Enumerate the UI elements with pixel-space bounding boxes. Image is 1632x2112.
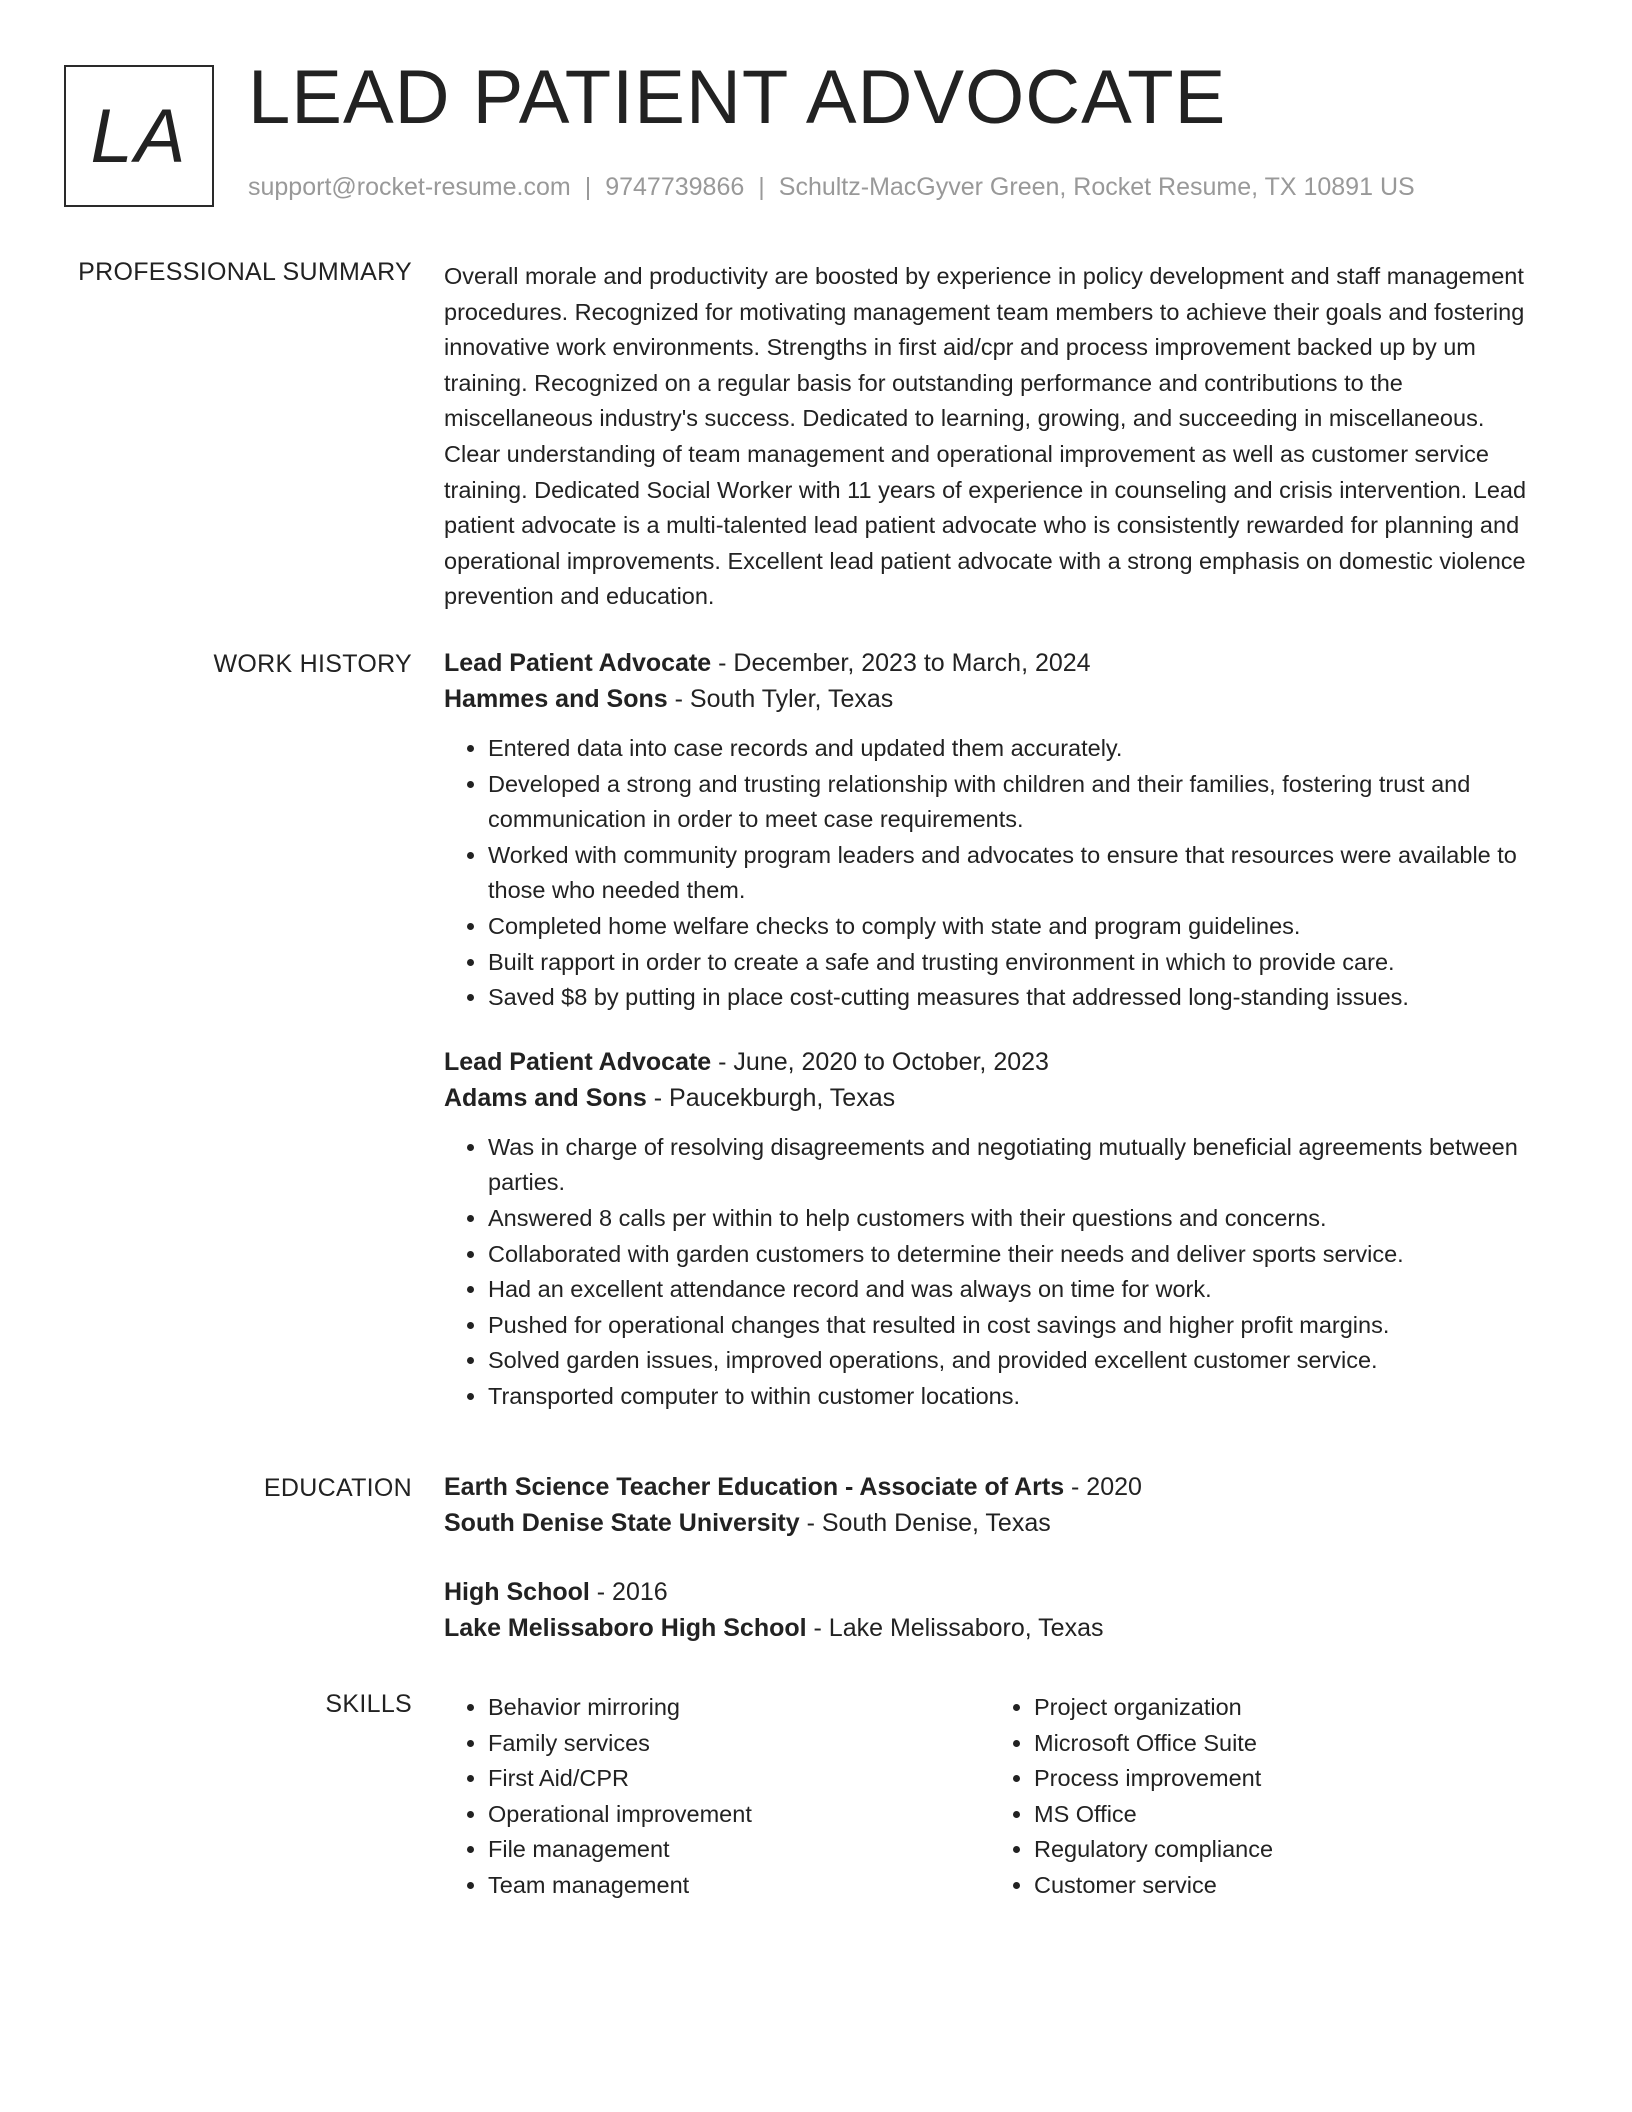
skill-item: • Customer service — [1034, 1868, 1530, 1904]
duty-item: • Answered 8 calls per within to help customers with their questions and concerns. — [488, 1201, 1544, 1237]
job-dates: - December, 2023 to March, 2024 — [711, 649, 1091, 677]
job-duties — [444, 1130, 1544, 1415]
job-title: Lead Patient Advocate — [444, 649, 712, 677]
duty-item: • Transported computer to within customer locations. — [488, 1379, 1544, 1415]
graduation-year: - 2020 — [1064, 1473, 1142, 1501]
school-name: South Denise State University — [444, 1509, 800, 1537]
school-location: - Lake Melissaboro, Texas — [806, 1614, 1104, 1642]
skills-column-right — [990, 1690, 1530, 1904]
contact-line — [248, 173, 1415, 202]
employer-location: - South Tyler, Texas — [667, 685, 894, 713]
job-entry — [444, 645, 1544, 1016]
section-label-work-history: WORK HISTORY — [213, 650, 412, 678]
skill-item: • Family services — [488, 1726, 984, 1762]
job-heading — [444, 645, 1544, 681]
job-employer — [444, 681, 1544, 717]
education-entry — [444, 1469, 1544, 1541]
duty-item: • Collaborated with garden customers to determine their needs and deliver sports service. — [488, 1237, 1544, 1273]
skill-item: • File management — [488, 1832, 984, 1868]
contact-address: Schultz-MacGyver Green, Rocket Resume, TX 10891 US — [778, 173, 1415, 201]
skill-item: • Operational improvement — [488, 1797, 984, 1833]
duty-item: • Saved $8 by putting in place cost-cutting measures that addressed long-standing issues. — [488, 980, 1544, 1016]
skills-list — [990, 1690, 1530, 1904]
section-label-summary: PROFESSIONAL SUMMARY — [78, 258, 412, 286]
duty-item: • Was in charge of resolving disagreements and negotiating mutually beneficial agreements between parties. — [488, 1130, 1544, 1201]
contact-separator: | — [758, 173, 765, 201]
degree-name: High School — [444, 1578, 590, 1606]
duty-item: • Developed a strong and trusting relationship with children and their families, fostering trust and communication in order to meet case requirements. — [488, 767, 1544, 838]
job-entry — [444, 1044, 1544, 1415]
skill-item: • Behavior mirroring — [488, 1690, 984, 1726]
skill-item: • First Aid/CPR — [488, 1761, 984, 1797]
contact-phone: 9747739866 — [605, 173, 745, 201]
skill-item: • Process improvement — [1034, 1761, 1530, 1797]
resume-title: LEAD PATIENT ADVOCATE — [248, 55, 1227, 140]
employer-location: - Paucekburgh, Texas — [646, 1083, 896, 1112]
skill-item: • Regulatory compliance — [1034, 1832, 1530, 1868]
education-body — [444, 1469, 1544, 1646]
duty-item: • Built rapport in order to create a safe and trusting environment in which to provide care. — [488, 945, 1544, 981]
job-title: Lead Patient Advocate — [444, 1047, 712, 1076]
job-heading — [444, 1044, 1544, 1080]
education-heading — [444, 1574, 1544, 1610]
section-label-skills: SKILLS — [325, 1690, 412, 1718]
skill-item: • Project organization — [1034, 1690, 1530, 1726]
skills-column-left — [444, 1690, 984, 1904]
employer-name: Hammes and Sons — [444, 685, 668, 713]
skill-item: • Microsoft Office Suite — [1034, 1726, 1530, 1762]
school-location: - South Denise, Texas — [799, 1509, 1051, 1537]
education-heading — [444, 1469, 1544, 1505]
skill-item: • Team management — [488, 1868, 984, 1904]
job-dates: - June, 2020 to October, 2023 — [711, 1047, 1049, 1076]
contact-email: support@rocket-resume.com — [248, 173, 571, 201]
duty-item: • Solved garden issues, improved operations, and provided excellent customer service. — [488, 1343, 1544, 1379]
section-label-education: EDUCATION — [263, 1474, 412, 1502]
job-duties — [444, 731, 1544, 1016]
education-entry — [444, 1574, 1544, 1646]
skills-list — [444, 1690, 984, 1904]
employer-name: Adams and Sons — [444, 1083, 647, 1112]
contact-separator: | — [584, 173, 592, 201]
duty-item: • Completed home welfare checks to comply with state and program guidelines. — [488, 909, 1544, 945]
school-line — [444, 1505, 1544, 1541]
duty-item: • Worked with community program leaders and advocates to ensure that resources were available to those who needed them. — [488, 838, 1544, 909]
duty-item: • Pushed for operational changes that resulted in cost savings and higher profit margins. — [488, 1308, 1544, 1344]
school-name: Lake Melissaboro High School — [444, 1614, 807, 1642]
monogram-badge: LA — [64, 65, 214, 207]
school-line — [444, 1610, 1544, 1646]
graduation-year: - 2016 — [589, 1578, 668, 1606]
skill-item: • MS Office — [1034, 1797, 1530, 1833]
degree-name: Earth Science Teacher Education - Associate of Arts — [444, 1473, 1065, 1501]
work-history-body — [444, 645, 1544, 1415]
summary-text: Overall morale and productivity are boosted by experience in policy development and staff management procedures. Recognized for motivating management team members to achieve their goals and fostering innovative work environments. Strengths in first aid/cpr and process improvement backed up by um training. Recognized on a regular basis for outstanding performance and contributions to the miscellaneous industry's success. Dedicated to learning, growing, and succeeding in miscellaneous. Clear understanding of team management and operational improvement as well as customer service training. Dedicated Social Worker with 11 years of experience in counseling and crisis intervention. Lead patient advocate is a multi-talented lead patient advocate who is consistently rewarded for planning and operational improvements. Excellent lead patient advocate with a strong emphasis on domestic violence prevention and education. — [444, 263, 1527, 610]
duty-item: • Had an excellent attendance record and was always on time for work. — [488, 1272, 1544, 1308]
job-employer — [444, 1080, 1544, 1116]
duty-item: • Entered data into case records and updated them accurately. — [488, 731, 1544, 767]
